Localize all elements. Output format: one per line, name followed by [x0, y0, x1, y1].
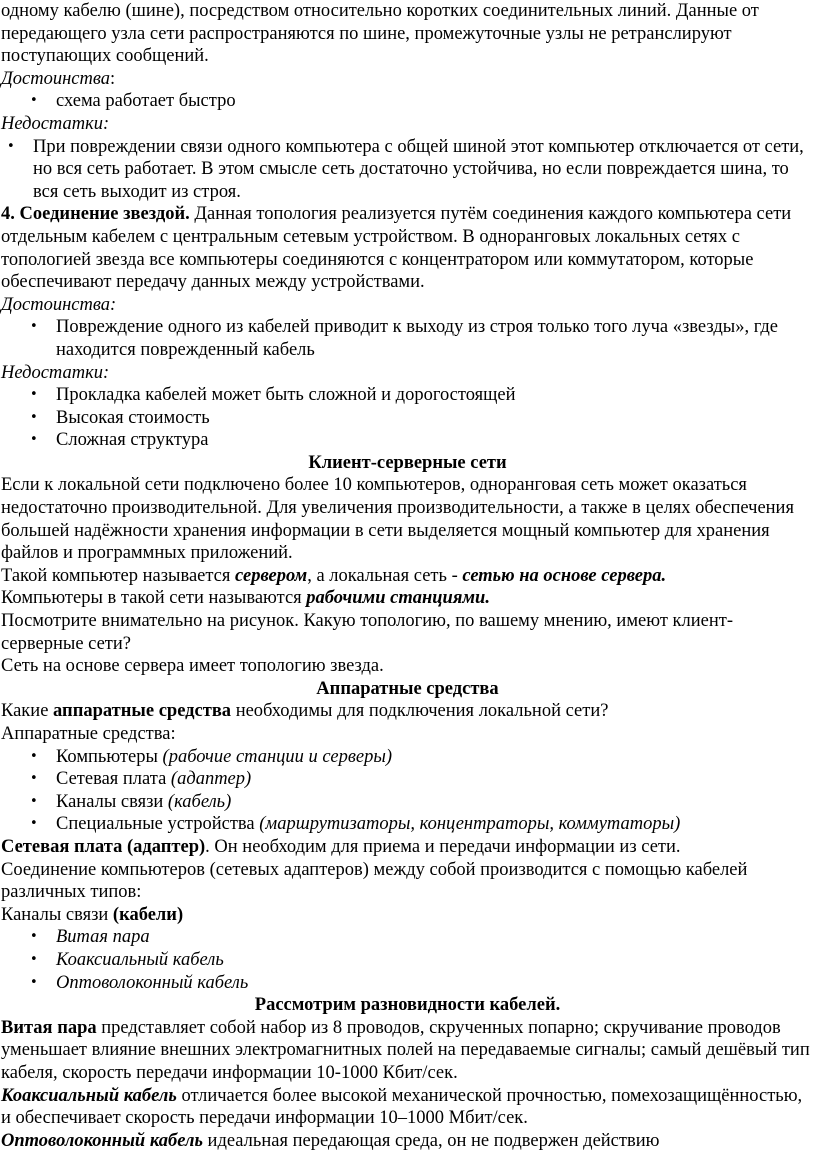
star-disadvantages-list — [1, 384, 814, 452]
list-item: • Компьютеры (рабочие станции и серверы) — [56, 746, 814, 769]
list-item: • схема работает быстро — [56, 90, 814, 113]
paragraph-coax: Коаксиальный кабель отличается более высокой механической прочностью, помехозащищённостью, и обеспечивает скорость передачи информации 10–1000 Мбит/сек. — [1, 1085, 803, 1129]
list-item: • Каналы связи (кабель) — [56, 791, 814, 814]
section-heading-client-server: Клиент-серверные сети — [308, 452, 507, 473]
list-item: • Витая пара — [56, 926, 814, 949]
paragraph-answer: Сеть на основе сервера имеет топологию звезда. — [1, 656, 384, 677]
paragraph-server-definition: Такой компьютер называется сервером, а локальная сеть - сетью на основе сервера. — [1, 565, 667, 586]
advantages-label-bus: Достоинства: — [1, 68, 116, 89]
disadvantages-label-bus: Недостатки: — [1, 113, 110, 134]
advantages-label-star: Достоинства: — [1, 294, 117, 315]
paragraph-workstations: Компьютеры в такой сети называются рабочими станциями. — [1, 588, 490, 609]
paragraph-nic: Сетевая плата (адаптер). Он необходим для приема и передачи информации из сети. — [1, 836, 681, 857]
list-item: • При повреждении связи одного компьютера с общей шиной этот компьютер отключается от сети, но вся сеть работает. В этом смысле сеть достаточно устойчива, но если повреждается шина, то вся сеть выходит из строя. — [33, 136, 814, 204]
star-advantages-list — [1, 316, 814, 361]
hardware-list — [1, 746, 814, 836]
cable-types-list — [1, 926, 814, 994]
paragraph-bus-intro: одному кабелю (шине), посредством относительно коротких соединительных линий. Данные от передающего узла сети распространяются по шине, промежуточные узлы не ретранслируют поступающих сообщений. — [1, 1, 759, 67]
bus-disadvantages-list — [1, 136, 814, 204]
disadvantages-label-star: Недостатки: — [1, 362, 110, 383]
bus-advantages-list — [1, 90, 814, 113]
list-item: • Специальные устройства (маршрутизаторы, концентраторы, коммутаторы) — [56, 813, 814, 836]
list-item: • Сложная структура — [56, 429, 814, 452]
paragraph-twisted-pair: Витая пара представляет собой набор из 8 проводов, скрученных попарно; скручивание проводов уменьшает влияние внешних электромагнитных полей на передаваемые сигналы; самый дешёвый тип кабеля, скорость передачи информации 10-1000 Кбит/сек. — [1, 1017, 810, 1083]
list-item: • Повреждение одного из кабелей приводит к выходу из строя только того луча «звезды», где находится поврежденный кабель — [56, 316, 814, 361]
paragraph-hardware-label: Аппаратные средства: — [1, 724, 176, 744]
paragraph-question: Посмотрите внимательно на рисунок. Какую топологию, по вашему мнению, имеют клиент-серверные сети? — [1, 611, 734, 654]
list-item: • Высокая стоимость — [56, 407, 814, 430]
paragraph-star: 4. Соединение звездой. Данная топология реализуется путём соединения каждого компьютера сети отдельным кабелем с центральным сетевым устройством. В одноранговых локальных сетях с топологией звезда все компьютеры соединяются с концентратором или коммутатором, которые обеспечивают передачу данных между устройствами. — [1, 204, 792, 293]
section-heading-hardware: Аппаратные средства — [316, 678, 499, 699]
list-item: • Прокладка кабелей может быть сложной и дорогостоящей — [56, 384, 814, 407]
list-item: • Сетевая плата (адаптер) — [56, 768, 814, 791]
paragraph-connection: Соединение компьютеров (сетевых адаптеров) между собой производится с помощью кабелей различных типов: — [1, 859, 748, 903]
paragraph-hardware-question: Какие аппаратные средства необходимы для подключения локальной сети? — [1, 701, 609, 722]
paragraph-fiber: Оптоволоконный кабель идеальная передающая среда, он не подвержен действию — [1, 1130, 660, 1151]
paragraph-channels: Каналы связи (кабели) — [1, 904, 184, 925]
list-item: • Коаксиальный кабель — [56, 949, 814, 972]
section-heading-cables: Рассмотрим разновидности кабелей. — [254, 995, 561, 1016]
list-item: • Оптоволоконный кабель — [56, 972, 814, 995]
paragraph-client-server: Если к локальной сети подключено более 10 компьютеров, одноранговая сеть может оказаться недостаточно производительной. Для увеличения производительности, а также в целях обеспечения большей надёжности хранения информации в сети выделяется мощный компьютер для хранения файлов и программных приложений. — [1, 475, 794, 564]
